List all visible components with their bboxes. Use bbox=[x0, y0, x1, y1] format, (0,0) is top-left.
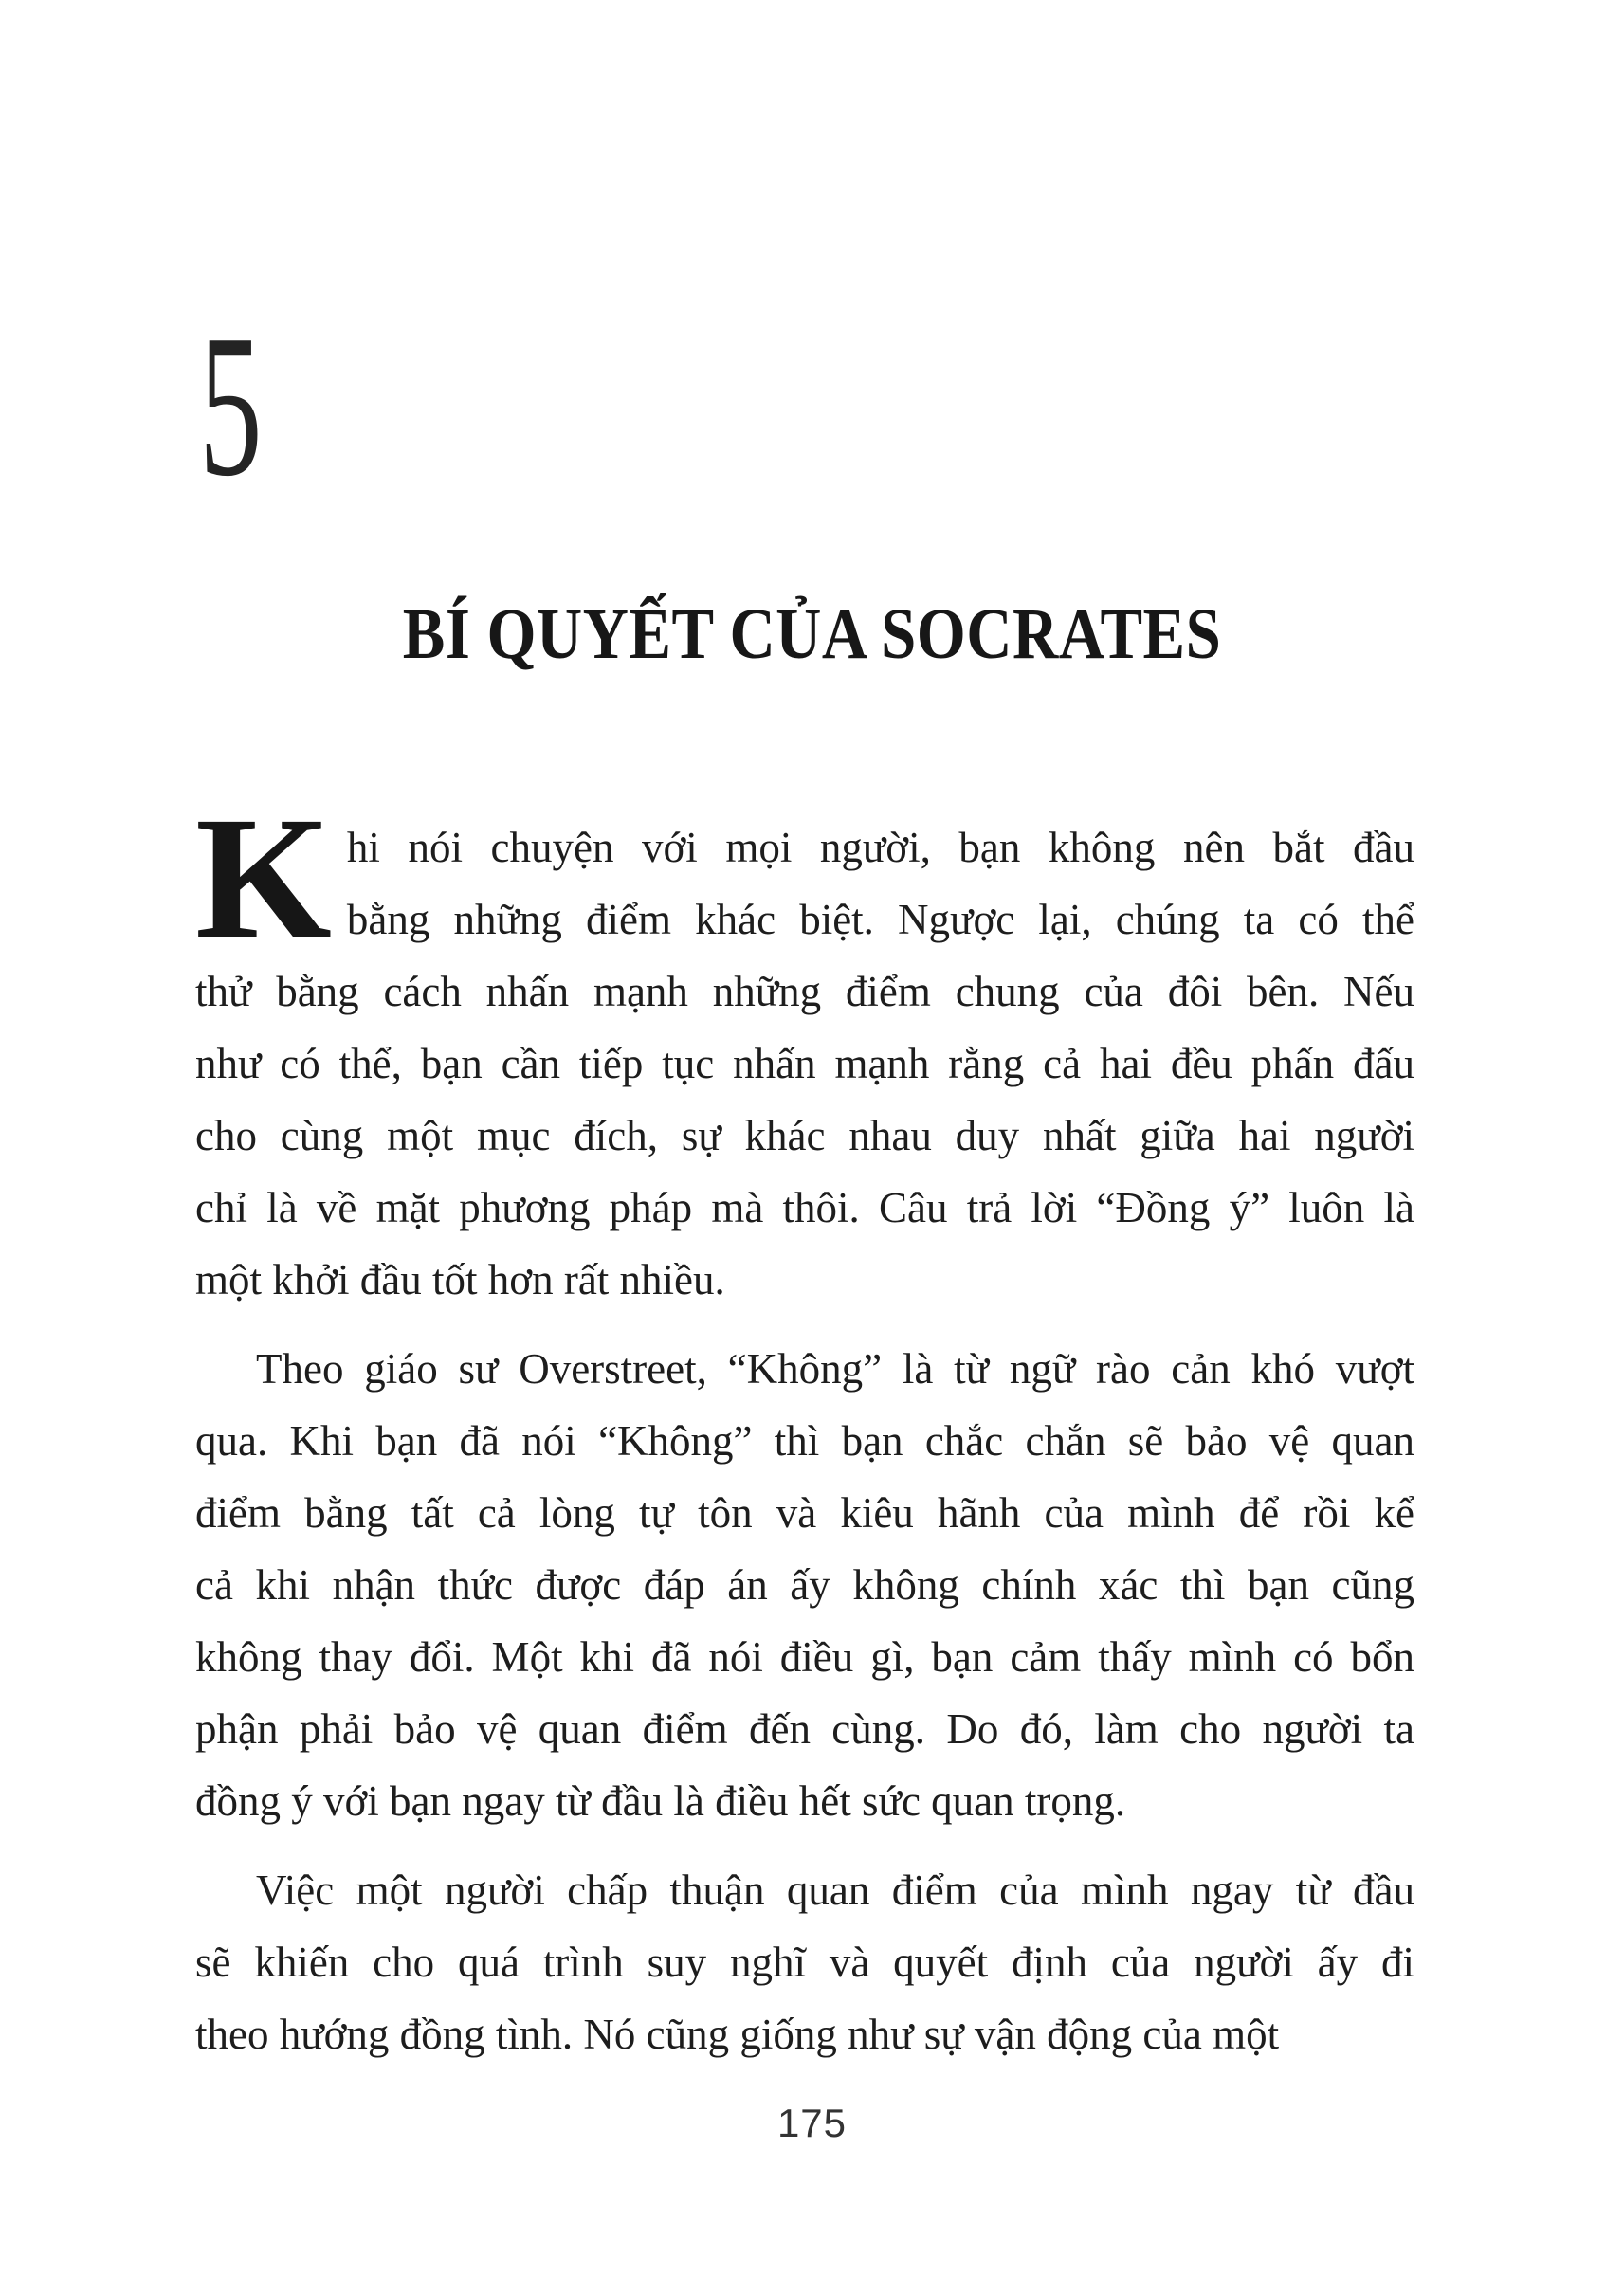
text-line: chỉ là về mặt phương pháp mà thôi. Câu trả lời “Đồng ý” luôn là bbox=[195, 1184, 1414, 1231]
text-line: đồng ý với bạn ngay từ đầu là điều hết sức quan trọng. bbox=[195, 1777, 1126, 1825]
paragraph bbox=[195, 1333, 1414, 1837]
text-line: bằng những điểm khác biệt. Ngược lại, chúng ta có thể bbox=[346, 896, 1414, 943]
paragraph bbox=[195, 781, 1414, 1316]
chapter-number: 5 bbox=[199, 292, 263, 519]
text-line: thử bằng cách nhấn mạnh những điểm chung của đôi bên. Nếu bbox=[195, 968, 1414, 1015]
text-line: như có thể, bạn cần tiếp tục nhấn mạnh rằng cả hai đều phấn đấu bbox=[195, 1040, 1414, 1087]
text-line: cho cùng một mục đích, sự khác nhau duy nhất giữa hai người bbox=[195, 1112, 1414, 1159]
text-line: cả khi nhận thức được đáp án ấy không chính xác thì bạn cũng bbox=[195, 1561, 1414, 1609]
text-line: phận phải bảo vệ quan điểm đến cùng. Do đó, làm cho người ta bbox=[195, 1705, 1414, 1753]
chapter-title: BÍ QUYẾT CỦA SOCRATES bbox=[402, 594, 1222, 674]
text-line: sẽ khiến cho quá trình suy nghĩ và quyết định của người ấy đi bbox=[195, 1939, 1414, 1986]
text-line: một khởi đầu tốt hơn rất nhiều. bbox=[195, 1256, 725, 1303]
text-line: Việc một người chấp thuận quan điểm của mình ngay từ đầu bbox=[256, 1867, 1414, 1914]
body-text bbox=[195, 781, 1414, 2070]
text-line: hi nói chuyện với mọi người, bạn không nên bắt đầu bbox=[346, 824, 1414, 871]
paragraph bbox=[195, 1854, 1414, 2070]
text-line: điểm bằng tất cả lòng tự tôn và kiêu hãnh của mình để rồi kể bbox=[195, 1489, 1414, 1537]
text-line: theo hướng đồng tình. Nó cũng giống như sự vận động của một bbox=[195, 2011, 1280, 2058]
text-line: không thay đổi. Một khi đã nói điều gì, bạn cảm thấy mình có bổn bbox=[195, 1633, 1414, 1681]
drop-cap: K bbox=[195, 781, 332, 975]
text-line: qua. Khi bạn đã nói “Không” thì bạn chắc chắn sẽ bảo vệ quan bbox=[195, 1417, 1414, 1465]
text-line: Theo giáo sư Overstreet, “Không” là từ ngữ rào cản khó vượt bbox=[256, 1345, 1414, 1393]
page-number: 175 bbox=[776, 2101, 848, 2145]
